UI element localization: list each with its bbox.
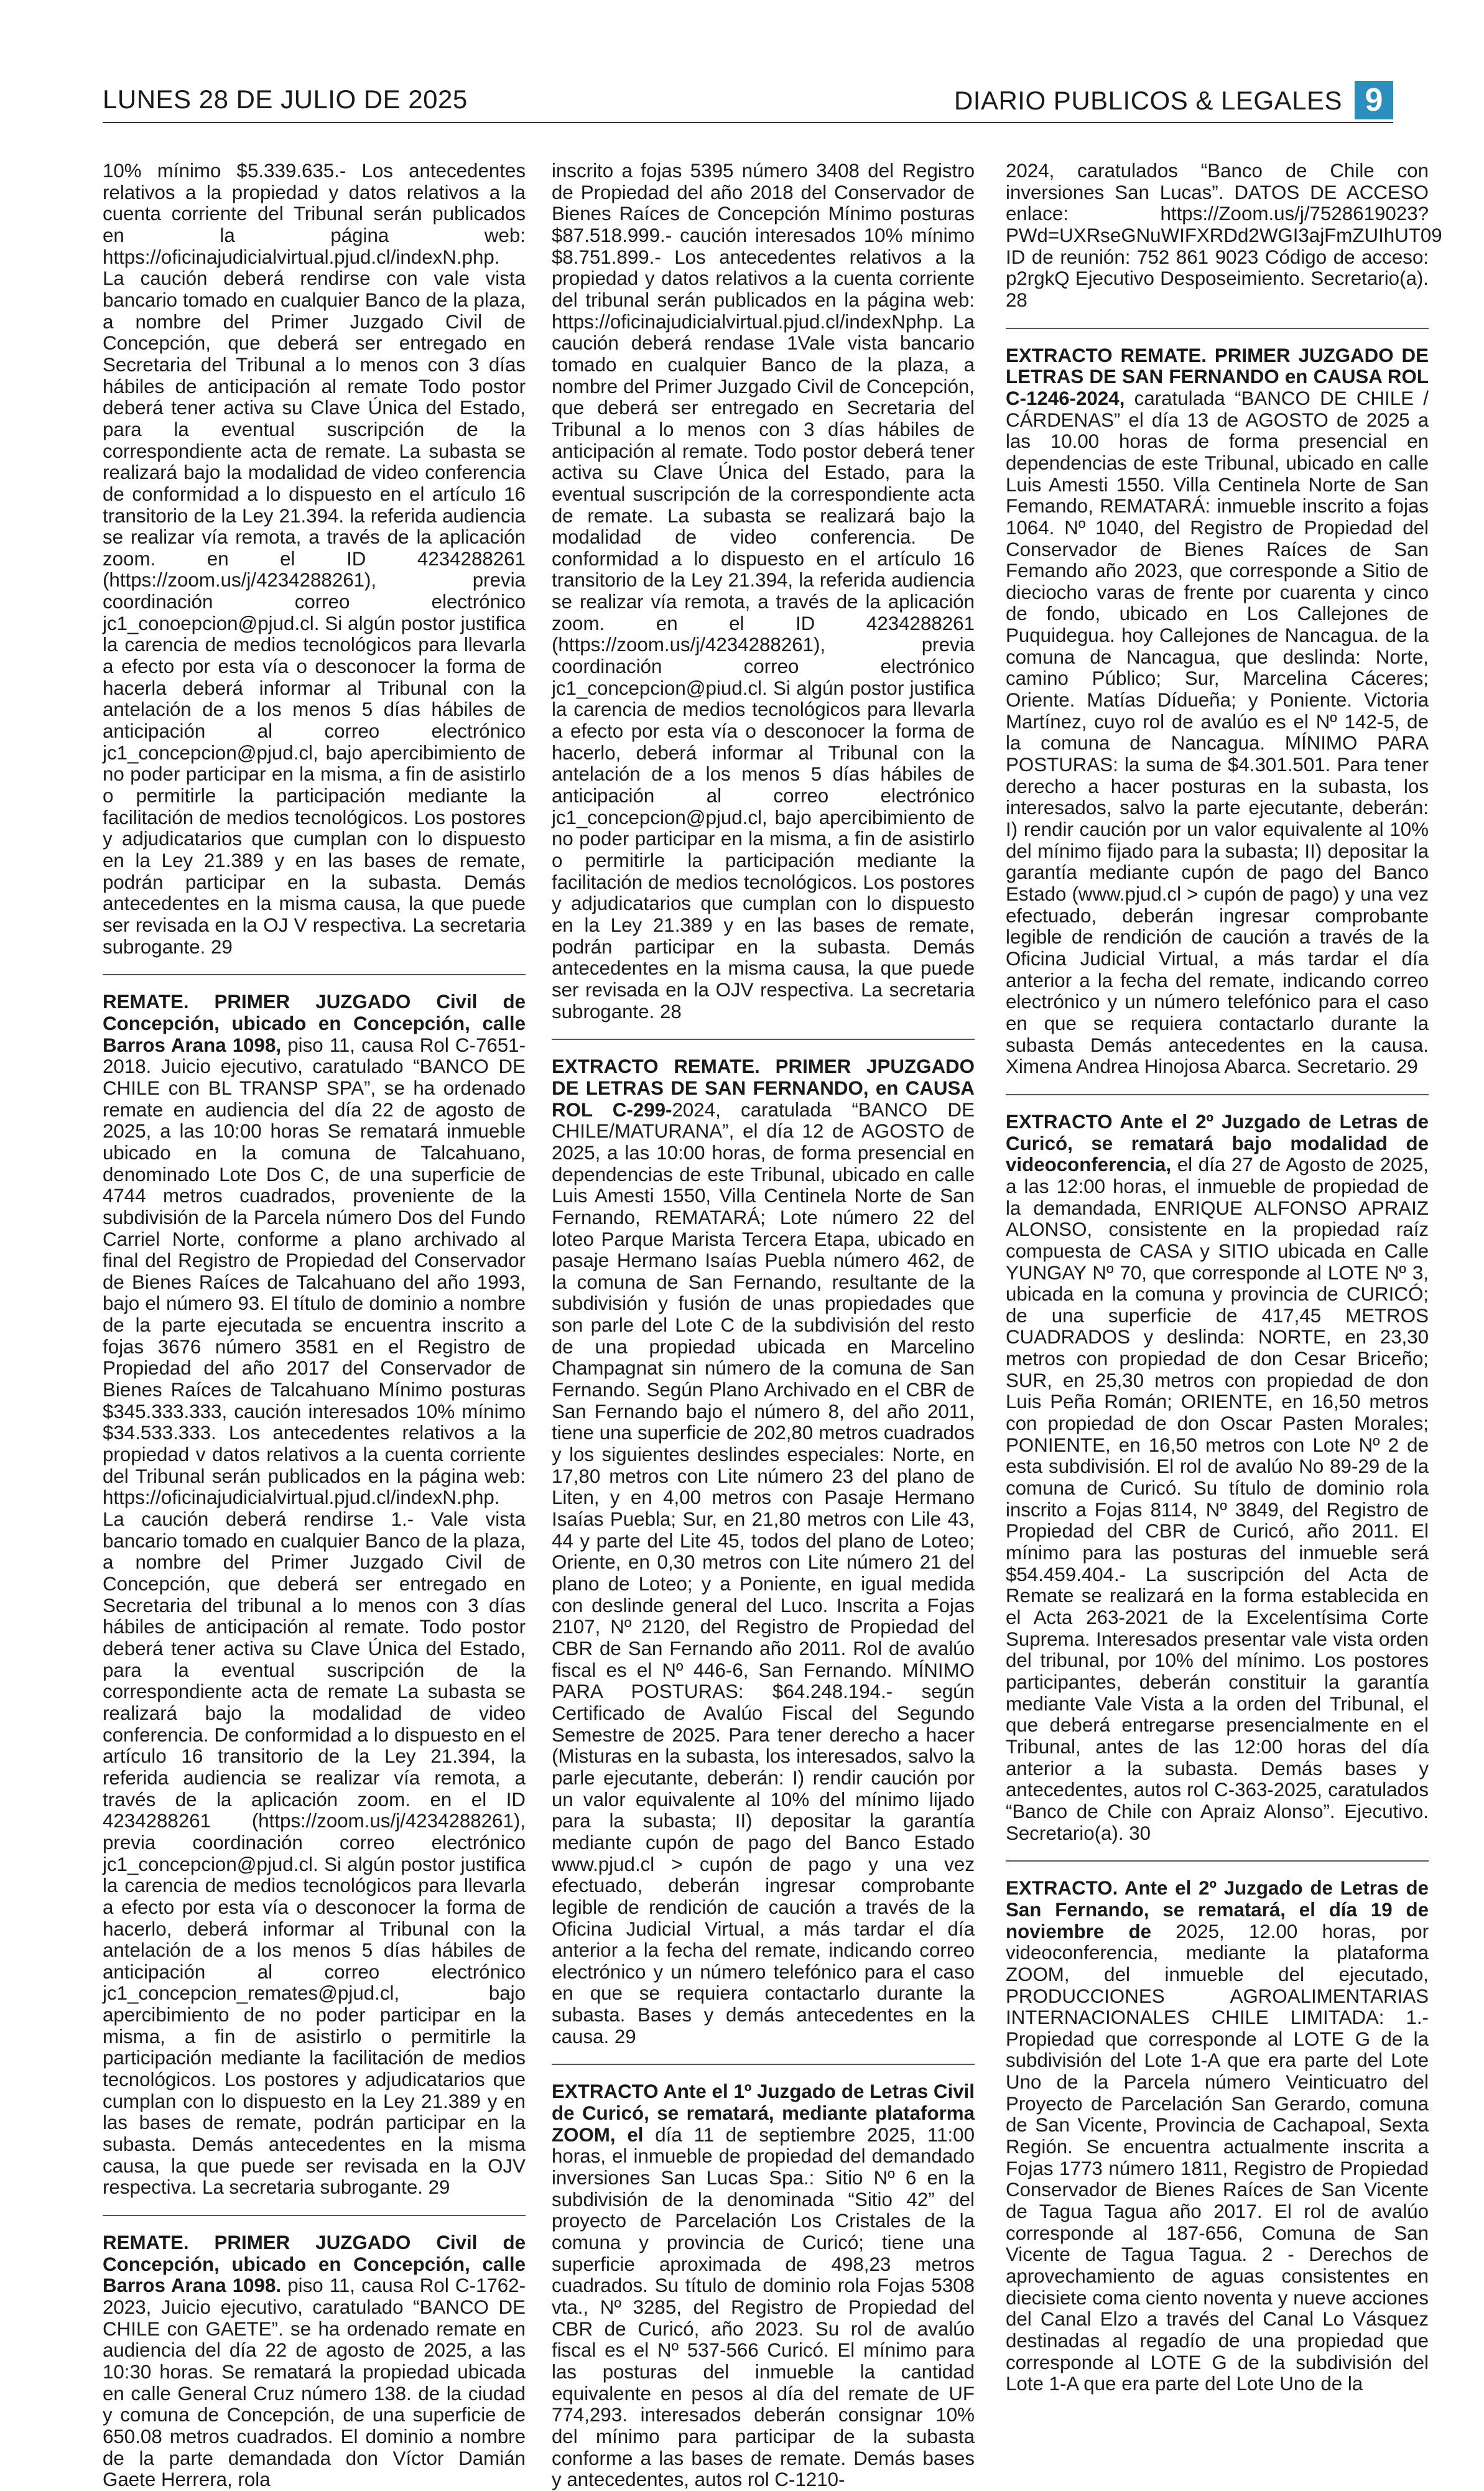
notice-separator — [1006, 1094, 1429, 1095]
notice — [552, 1056, 975, 2048]
notice-body: piso 11, causa Rol C-1762-2023, Juicio ejecutivo, caratulado “BANCO DE CHILE con GAETE”. se ha ordenado remate en audiencia del día 22 de agosto de 2025, a las 10:30 horas. Se rematará la propiedad ubicada en calle General Cruz número 138. de la ciudad y comuna de Concepción, de una superficie de 650.08 metros cuadrados. El dominio a nombre de la parte demandada don Víctor Damián Gaete Herrera, rola — [103, 2275, 526, 2491]
notice — [1006, 1111, 1429, 1844]
notice-separator — [1006, 328, 1429, 329]
notice-body: 2024, caratulados “Banco de Chile con inversiones San Lucas”. DATOS DE ACCESO enlace: https://Zoom.us/j/7528619023?PWd=UXRseGNuWIFXRDd2WGI3ajFmZUIhUT09 ID de reunión: 752 861 9023 Código de acceso: p2rgkQ Ejecutivo Desposeimiento. Secretario(a). 28 — [1006, 160, 1442, 311]
notice — [1006, 1878, 1429, 2395]
notice-separator — [103, 2215, 526, 2216]
column-3 — [1006, 160, 1442, 2395]
column-2 — [552, 160, 975, 2491]
header-rule — [103, 122, 1393, 123]
notice-lead: REMATE. PRIMER JUZGADO Civil de Concepción, ubicado en Concepción, calle Barros Arana 1098, — [103, 991, 526, 1056]
notice-body: piso 11, causa Rol C-7651-2018. Juicio ejecutivo, caratulado “BANCO DE CHILE con BL TRANSP SPA”, se ha ordenado remate en audiencia del día 22 de agosto de 2025, a las 10:00 horas Se rematará inmueble ubicado en la comuna de Talcahuano, denominado Lote Dos C, de una superficie de 4744 metros cuadrados, proveniente de la subdivisión de la Parcela número Dos del Fundo Carriel Norte, conforme a plano archivado al final del Registro de Propiedad del Conservador de Bienes Raíces de Talcahuano del año 1993, bajo el número 93. El título de dominio a nombre de la parte ejecutada se encuentra inscrito a fojas 3676 número 3581 en el Registro de Propiedad del año 2017 del Conservador de Bienes Raíces de Talcahuano Mínimo posturas $345.333.333, caución interesados 10% mínimo $34.533.333. Los antecedentes relativos a la propiedad v datos relativos a la cuenta corriente del Tribunal serán publicados en la página web: https://oficinajudicialvirtual.pjud.cl/indexN.php. La caución deberá rendirse 1.- Vale vista bancario tomado en cualquier Banco de la plaza, a nombre del Primer Juzgado Civil de Concepción, que deberá ser entregado en Secretaria del tribunal a lo menos con 3 días hábiles de anticipación al remate. Todo postor deberá tener activa su Clave Única del Estado, para la eventual suscripción de la correspondiente acta de remate La subasta se realizará bajo la modalidad de video conferencia. De conformidad a lo dispuesto en el artículo 16 transitorio de la Ley 21.394, la referida audiencia se realizar vía remota, a través de la aplicación zoom. en el ID 4234288261 (https://zoom.us/j/4234288261), previa coordinación correo electrónico jc1_concepcion@pjud.cl. Si algún postor justifica la carencia de medios tecnológicos para llevarla a efecto por esta vía o desconocer la forma de hacerlo, deberá informar al Tribunal con la antelación de a los menos 5 días hábiles de anticipación al correo electrónico jc1_concepcion_remates@pjud.cl, bajo apercibimiento de no poder participar en la misma, a fin de asistirlo o permitirle la participación mediante la facilitación de medios tecnológicos. Los postores y adjudicatarios que cumplan con lo dispuesto en la Ley 21.389 y en las bases de remate, podrán participar en la subasta. Demás antecedentes en la misma causa, la que puede ser revisada en la OJV respectiva. La secretaria subrogante. 29 — [103, 1034, 526, 2199]
notice-separator — [552, 1039, 975, 1040]
notice-lead: EXTRACTO Ante el 2º Juzgado de Letras de Curicó, se rematará bajo modalidad de videoconferencia, — [1006, 1110, 1429, 1176]
notice-body: 2024, caratulada “BANCO DE CHILE/MATURANA”, el día 12 de AGOSTO de 2025, a las 10:00 horas, de forma presencial en dependencias de este Tribunal, ubicado en calle Luis Amesti 1550, Villa Centinela Norte de San Fernando, REMATARÁ; Lote número 22 del loteo Parque Marista Tercera Etapa, ubicado en pasaje Hermano Isaías Puebla número 462, de la comuna de San Fernando, resultante de la subdivisión y fusión de unas propiedades que son parle del Lote C de la subdivisión del resto de una propiedad ubicada en Marcelino Champagnat sin número de la comuna de San Fernando. Según Plano Archivado en el CBR de San Fernando bajo el número 8, del año 2011, tiene una superficie de 202,80 metros cuadrados y los siguientes deslindes especiales: Norte, en 17,80 metros con Lite número 23 del plano de Liten, y en 4,00 metros con Pasaje Hermano Isaías Puebla; Sur, en 21,80 metros con Lile 43, 44 y parte del Lite 45, todos del plano de Loteo; Oriente, en 0,30 metros con Lite número 21 del plano de Loteo; y a Poniente, en igual medida con deslinde general del Luco. Inscrita a Fojas 2107, Nº 2120, del Registro de Propiedad del CBR de San Fernando año 2011. Rol de avalúo fiscal es el Nº 446-6, San Fernando. MÍNIMO PARA POSTURAS: $64.248.194.- según Certificado de Avalúo Fiscal del Segundo Semestre de 2025. Para tener derecho a hacer (Misturas en la subasta, los interesados, salvo la parle ejecutante, deberán: I) rendir caución por un valor equivalente al 10% del mínimo lijado para la subasta; II) depositar la garantía mediante cupón de pago del Banco Estado www.pjud.cl > cupón de pago y una vez efectuado, deberán ingresar comprobante legible de rendición de caución a través de la Oficina Judicial Virtual, a más tardar el día anterior a la fecha del remate, indicando correo electrónico y un número telefónico para el caso en que se requiera contactarlo durante la subasta. Bases y demás antecedentes en la causa. 29 — [552, 1098, 975, 2048]
notice-separator — [1006, 1860, 1429, 1862]
issue-date: LUNES 28 DE JULIO DE 2025 — [103, 85, 468, 114]
notice-lead: REMATE. PRIMER JUZGADO Civil de Concepción, ubicado en Concepción, calle Barros Arana 1098. — [103, 2232, 526, 2297]
notice-body: 2025, 12.00 horas, por videoconferencia, mediante la plataforma ZOOM, del inmueble del ejecutado, PRODUCCIONES AGROALIMENTARIAS INTERNACIONALES CHILE LIMITADA: 1.- Propiedad que corresponde al LOTE G de la subdivisión del Lote 1-A que era parte del Lote Uno de la Parcela número Veinticuatro del Proyecto de Parcelación San Gerardo, comuna de San Vicente, Provincia de Cachapoal, Sexta Región. Se encuentra actualmente inscrita a Fojas 1773 número 1811, Registro de Propiedad Conservador de Bienes Raíces de San Vicente de Tagua Tagua año 2017. El rol de avalúo corresponde al 187-656, Comuna de San Vicente de Tagua Tagua. 2 - Derechos de aprovechamiento de aguas consistentes en diecisiete coma ciento noventa y nueve acciones del Canal Elzo a través del Canal Lo Vásquez destinadas al regadío de una propiedad que corresponde al LOTE G de la subdivisión del Lote 1-A que era parte del Lote Uno de la — [1006, 1920, 1429, 2395]
publication-title: DIARIO PUBLICOS & LEGALES — [953, 86, 1342, 115]
page-number-badge: 9 — [1355, 81, 1393, 119]
notice-continuation — [103, 160, 526, 958]
notice-body: caratulada “BANCO DE CHILE / CÁRDENAS” el día 13 de AGOSTO de 2025 a las 10.00 horas de forma presencial en dependencias de este Tribunal, ubicado en calle Luis Amesti 1550. Villa Centinela Norte de San Femando, REMATARÁ: inmueble inscrito a fojas 1064. Nº 1040, del Registro de Propiedad del Conservador de Bienes Raíces de San Femando año 2023, que corresponde a Sitio de dieciocho varas de frente por cuarenta y cinco de fondo, ubicado en Los Callejones de Puquidegua. hoy Callejones de Nancagua. de la comuna de Nancagua, que deslinda: Norte, camino Público; Sur, Marcelina Cáceres; Oriente. Matías Dídueña; y Poniente. Victoria Martínez, cuyo rol de avalúo es el Nº 142-5, de la comuna de Nancagua. MÍNIMO PARA POSTURAS: la suma de $4.301.501. Para tener derecho a hacer posturas en la subasta, los interesados, salvo la parte ejecutante, deberán: I) rendir caución por un valor equivalente al 10% del mínimo fijado para la subasta; II) depositar la garantía mediante cupón de pago del Banco Estado (www.pjud.cl > cupón de pago) y una vez efectuado, deberán ingresar comprobante legible de rendición de caución a través de la Oficina Judicial Virtual, a más tardar el día anterior a la fecha del remate, indicando correo electrónico y un número telefónico para el caso en que se requiera contactarlo durante la subasta Demás antecedentes en la causa. Ximena Andrea Hinojosa Abarca. Secretario. 29 — [1006, 387, 1429, 1078]
notice — [552, 2081, 975, 2490]
notice-body: día 11 de septiembre 2025, 11:00 horas, el inmueble de propiedad del demandado inversiones San Lucas Spa.: Sitio Nº 6 en la subdivisión de la denominada “Sitio 42” del proyecto de Parcelación Los Cristales de la comuna y provincia de Curicó; tiene una superficie aproximada de 498,23 metros cuadrados. Su título de dominio rola Fojas 5308 vta., Nº 3285, del Registro de Propiedad del CBR de Curicó, año 2023. Su rol de avalúo fiscal es el Nº 537-566 Curicó. El mínimo para las posturas del inmueble la cantidad equivalente en pesos al día del remate de UF 774,293. interesados deberán consignar 10% del mínimo para participar de la subasta conforme a las bases de remate. Demás bases y antecedentes, autos rol C-1210- — [552, 2123, 975, 2491]
notice-body: inscrito a fojas 5395 número 3408 del Registro de Propiedad del año 2018 del Conservador de Bienes Raíces de Concepción Mínimo posturas $87.518.999.- caución interesados 10% mínimo $8.751.899.- Los antecedentes relativos a la propiedad y datos relativos a la cuenta corriente del tribunal serán publicados en la página web: https://oficinajudicialvirtual.pjud.cl/indexNphp. La caución deberá rendase 1Vale vista bancario tomado en cualquier Banco de la plaza, a nombre del Primer Juzgado Civil de Concepción, que deberá ser entregado en Secretaria del Tribunal a lo menos con 3 días hábiles de anticipación al remate. Todo postor deberá tener activa su Clave Única del Estado, para la eventual suscripción de la correspondiente acta de remate. La subasta se realizará bajo la modalidad de video conferencia. De conformidad a lo dispuesto en el artículo 16 transitorio de la Ley 21.394, la referida audiencia se realizar vía remota, a través de la aplicación zoom. en el ID 4234288261 (https://zoom.us/j/4234288261), previa coordinación correo electrónico jc1_concepcion@piud.cl. Si algún postor justifica la carencia de medios tecnológicos para llevarla a efecto por esta vía o desconocer la forma de hacerlo, deberá informar al Tribunal con la antelación de a los menos 5 días hábiles de anticipación al correo electrónico jc1_concepcion@pjud.cl, bajo apercibimiento de no poder participar en la misma, a fin de asistirlo o permitirle la participación mediante la facilitación de medios tecnológicos. Los postores y adjudicatarios que cumplan con lo dispuesto en la Ley 21.389 y en las bases de remate, podrán participar en la subasta. Demás antecedentes en la misma causa, la que puede ser revisada en la OJV respectiva. La secretaria subrogante. 28 — [552, 160, 975, 1023]
notice-body: 10% mínimo $5.339.635.- Los antecedentes relativos a la propiedad y datos relativos a la cuenta corriente del Tribunal serán publicados en la página web: https://oficinajudicialvirtual.pjud.cl/indexN.php. La caución deberá rendirse con vale vista bancario tomado en cualquier Banco de la plaza, a nombre del Primer Juzgado Civil de Concepción, que deberá ser entregado en Secretaria del Tribunal a lo menos con 3 días hábiles de anticipación al remate Todo postor deberá tener activa su Clave Única del Estado, para la eventual suscripción de la correspondiente acta de remate. La subasta se realizará bajo la modalidad de video conferencia de conformidad a lo dispuesto en el artículo 16 transitorio de la Ley 21.394. la referida audiencia se realizar vía remota, a través de la aplicación zoom. en el ID 4234288261 (https://zoom.us/j/4234288261), previa coordinación correo electrónico jc1_conoepcion@pjud.cl. Si algún postor justifica la carencia de medios tecnológicos para llevarla a efecto por esta vía o desconocer la forma de hacerla deberá informar al Tribunal con la antelación de a los menos 5 días hábiles de anticipación al correo electrónico jc1_concepcion@pjud.cl, bajo apercibimiento de no poder participar en la misma, a fin de asistirlo o permitirle la participación mediante la facilitación de medios tecnológicos. Los postores y adjudicatarios que cumplan con lo dispuesto en la Ley 21.389 y en las bases de remate, podrán participar en la subasta. Demás antecedentes en la misma causa, la que puede ser revisada en la OJ V respectiva. La secretaria subrogante. 29 — [103, 160, 526, 958]
notice-separator — [552, 2064, 975, 2065]
notice-lead: EXTRACTO REMATE. PRIMER JUZGADO DE LETRAS DE SAN FERNANDO en CAUSA ROL C-1246-2024, — [1006, 344, 1429, 409]
notice — [103, 991, 526, 2199]
notice-continuation — [1006, 160, 1442, 312]
notice-continuation — [552, 160, 975, 1023]
notice-lead: EXTRACTO. Ante el 2º Juzgado de Letras de San Fernando, se rematará, el día 19 de noviembre de — [1006, 1877, 1429, 1942]
page-header — [103, 81, 1393, 119]
notice-lead: EXTRACTO Ante el 1º Juzgado de Letras Civil de Curicó, se rematará, mediante plataforma ZOOM, el — [552, 2080, 975, 2146]
notice — [1006, 345, 1429, 1078]
notice-body: el día 27 de Agosto de 2025, a las 12:00 horas, el inmueble de propiedad de la demandada, ENRIQUE ALFONSO APRAIZ ALONSO, consistente en la propiedad raíz compuesta de CASA y SITIO ubicada en Calle YUNGAY Nº 70, que corresponde al LOTE Nº 3, ubicada en la comuna y provincia de CURICÓ; de una superficie de 417,45 METROS CUADRADOS y deslinda: NORTE, en 23,30 metros con propiedad de don Cesar Briceño; SUR, en 25,30 metros con propiedad de don Luis Peña Román; ORIENTE, en 16,50 metros con propiedad de don Oscar Pasten Morales; PONIENTE, en 16,50 metros con Lote Nº 2 de esta subdivisión. El rol de avalúo No 89-29 de la comuna de Curicó. Su título de dominio rola inscrito a Fojas 8114, Nº 3849, del Registro de Propiedad del CBR de Curicó, año 2011. El mínimo para las posturas del inmueble será $54.459.404.- La suscripción del Acta de Remate se realizará en la forma establecida en el Acta 263-2021 de la Excelentísima Corte Suprema. Interesados presentar vale vista orden del tribunal, por 10% del mínimo. Los postores participantes, deberán constituir la garantía mediante Vale Vista a la orden del Tribunal, el que deberá entregarse presencialmente en el Tribunal, antes de las 12:00 horas del día anterior a la subasta. Demás bases y antecedentes, autos rol C-363-2025, caratulados “Banco de Chile con Apraiz Alonso”. Ejecutivo. Secretario(a). 30 — [1006, 1154, 1429, 1844]
column-1 — [103, 160, 526, 2491]
notice-lead: EXTRACTO REMATE. PRIMER JPUZGADO DE LETRAS DE SAN FERNANDO, en CAUSA ROL C-299- — [552, 1055, 975, 1121]
notice-separator — [103, 974, 526, 975]
notice — [103, 2232, 526, 2491]
